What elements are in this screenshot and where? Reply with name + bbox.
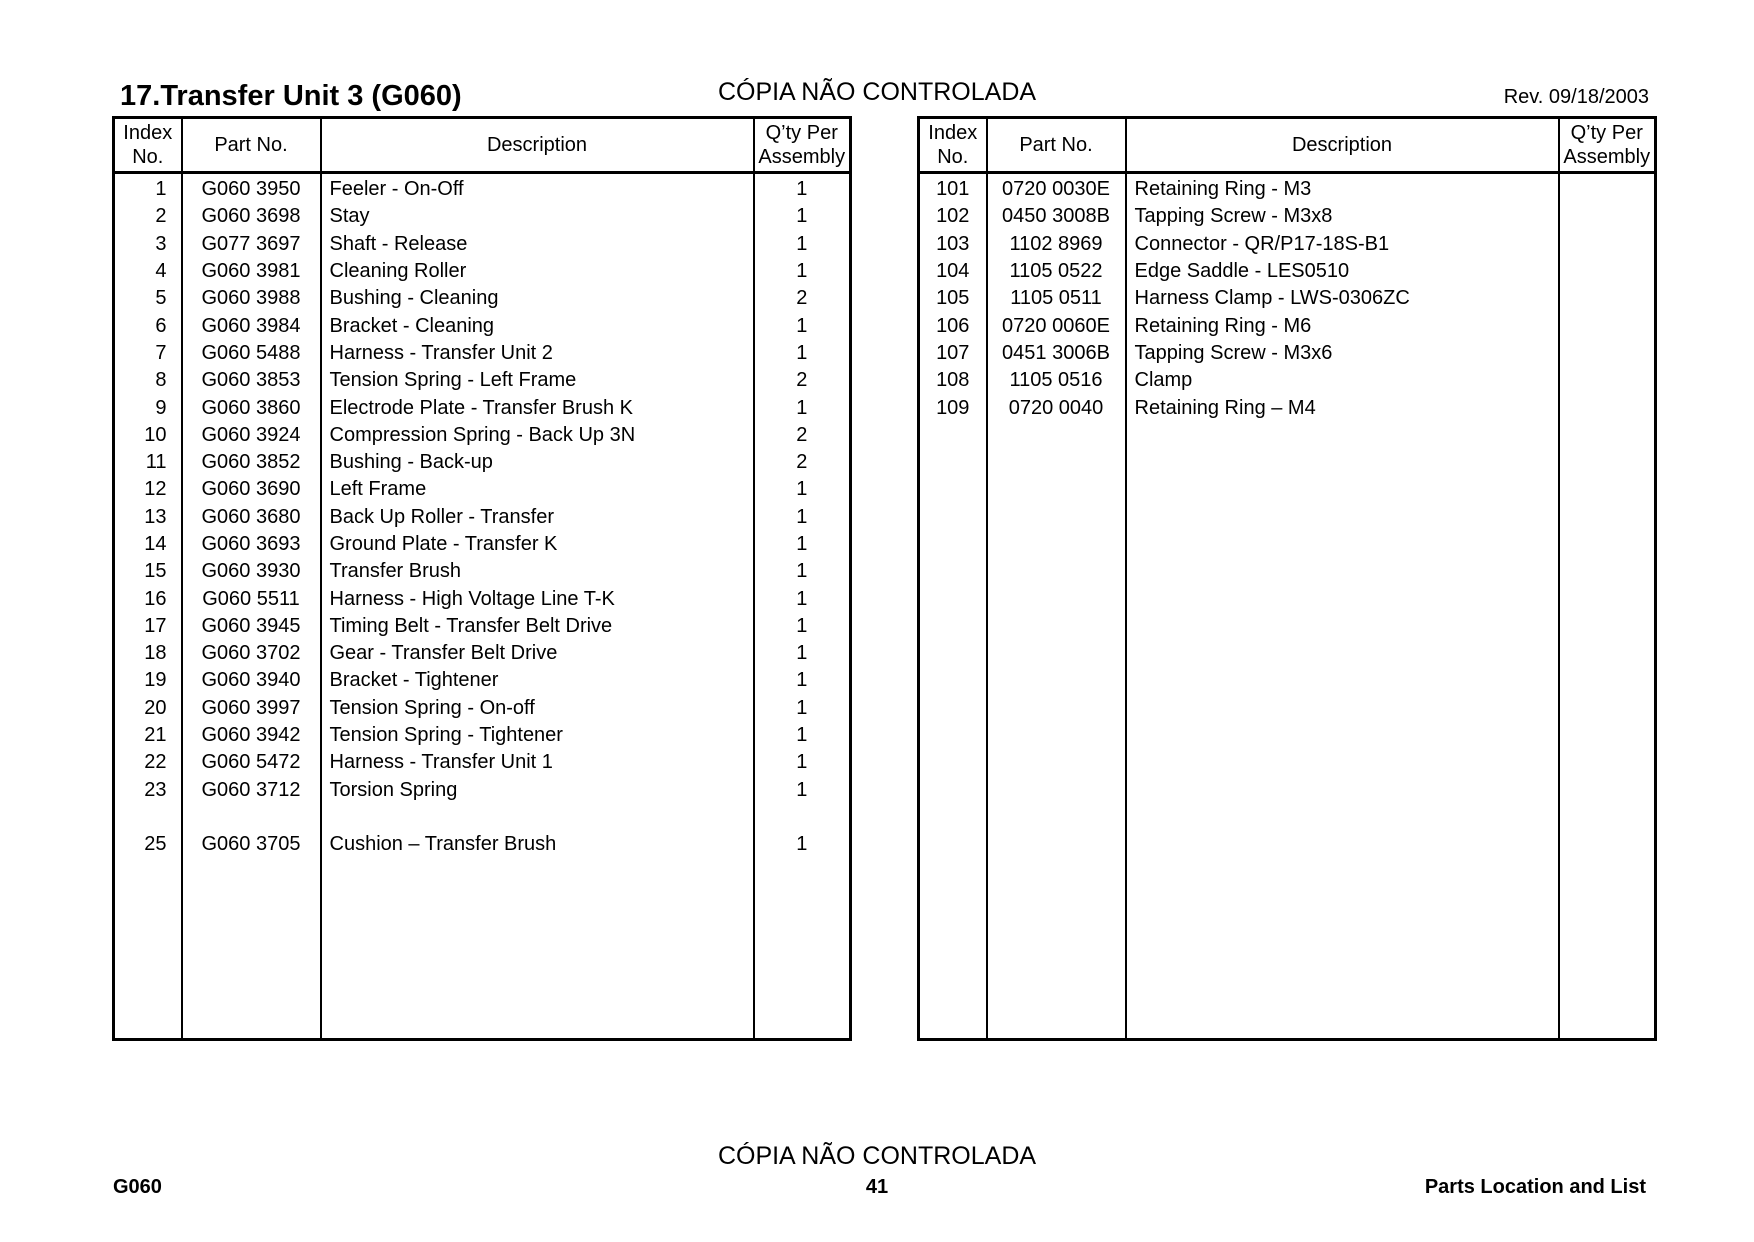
index-cell: 14 <box>144 533 167 555</box>
table-row <box>114 777 851 804</box>
part-no-cell: 1102 8969 <box>987 231 1126 258</box>
footer-model: G060 <box>113 1176 162 1198</box>
index-cell: 102 <box>936 205 970 228</box>
index-cell: 105 <box>936 287 970 310</box>
table-row <box>919 312 1656 339</box>
qty-cell: 1 <box>754 394 851 421</box>
description-cell: Tapping Screw - M3x6 <box>1126 340 1559 367</box>
empty-filler-row <box>919 422 1656 1040</box>
table-row <box>114 831 851 858</box>
empty-cell <box>1126 422 1559 1040</box>
index-cell: 17 <box>144 614 167 637</box>
empty-filler-row <box>114 858 851 1039</box>
description-cell: Clamp <box>1126 367 1559 394</box>
description-cell: Harness - Transfer Unit 2 <box>321 340 754 367</box>
part-no-cell: 0451 3006B <box>987 340 1126 367</box>
index-cell: 13 <box>144 505 167 528</box>
index-cell: 109 <box>936 396 970 419</box>
index-cell: 25 <box>144 833 167 856</box>
description-cell: Transfer Brush <box>321 558 754 585</box>
index-cell: 20 <box>144 696 167 719</box>
index-cell: 108 <box>936 369 970 392</box>
empty-cell <box>987 422 1126 1040</box>
qty-cell: 2 <box>754 422 851 449</box>
part-no-cell: G060 3705 <box>182 831 321 858</box>
index-header: Index No. <box>919 118 987 173</box>
description-cell: Retaining Ring - M6 <box>1126 312 1559 339</box>
qty-cell <box>1559 312 1656 339</box>
table-header-row <box>114 118 851 173</box>
part-no-cell: G060 5488 <box>182 340 321 367</box>
part-no-cell: 0720 0060E <box>987 312 1126 339</box>
index-cell: 15 <box>144 560 167 583</box>
part-no-header: Part No. <box>182 118 321 173</box>
index-cell: 1 <box>155 178 167 201</box>
part-no-cell: G060 3981 <box>182 258 321 285</box>
table-row <box>114 504 851 531</box>
description-cell: Harness - Transfer Unit 1 <box>321 749 754 776</box>
index-cell: 101 <box>936 178 970 201</box>
qty-cell: 1 <box>754 258 851 285</box>
index-cell: 7 <box>155 341 167 364</box>
qty-header: Q’ty Per Assembly <box>754 118 851 173</box>
description-cell: Cleaning Roller <box>321 258 754 285</box>
description-cell: Cushion – Transfer Brush <box>321 831 754 858</box>
part-no-cell: G060 3930 <box>182 558 321 585</box>
table-row <box>919 173 1656 204</box>
description-cell: Tension Spring - Tightener <box>321 722 754 749</box>
index-cell: 107 <box>936 341 970 364</box>
empty-cell <box>1559 422 1656 1040</box>
part-no-cell: G060 3942 <box>182 722 321 749</box>
part-no-cell: 0720 0030E <box>987 173 1126 204</box>
revision-date: Rev. 09/18/2003 <box>1503 86 1649 108</box>
part-no-cell: G077 3697 <box>182 231 321 258</box>
table-row <box>114 476 851 503</box>
index-cell: 23 <box>144 778 167 801</box>
part-no-cell: G060 5511 <box>182 585 321 612</box>
part-no-cell: G060 3853 <box>182 367 321 394</box>
empty-cell <box>321 858 754 1039</box>
table-row <box>114 585 851 612</box>
qty-cell: 1 <box>754 203 851 230</box>
part-no-cell: G060 3940 <box>182 667 321 694</box>
description-cell: Feeler - On-Off <box>321 173 754 204</box>
part-no-cell: 1105 0511 <box>987 285 1126 312</box>
part-no-cell: G060 3945 <box>182 613 321 640</box>
table-row <box>114 749 851 776</box>
description-cell: Retaining Ring – M4 <box>1126 394 1559 421</box>
table-row <box>114 449 851 476</box>
table-row <box>114 285 851 312</box>
qty-cell: 2 <box>754 367 851 394</box>
description-cell: Left Frame <box>321 476 754 503</box>
index-cell: 11 <box>145 451 167 474</box>
description-cell: Bracket - Tightener <box>321 667 754 694</box>
part-no-cell: G060 3698 <box>182 203 321 230</box>
part-no-cell: G060 3860 <box>182 394 321 421</box>
qty-cell <box>754 804 851 831</box>
table-row <box>114 804 851 831</box>
part-no-cell: G060 3997 <box>182 695 321 722</box>
part-no-cell: 1105 0516 <box>987 367 1126 394</box>
qty-cell <box>1559 173 1656 204</box>
table-row <box>919 203 1656 230</box>
qty-cell <box>1559 285 1656 312</box>
part-no-cell: G060 3712 <box>182 777 321 804</box>
qty-cell: 1 <box>754 312 851 339</box>
table-row <box>919 258 1656 285</box>
qty-cell: 1 <box>754 613 851 640</box>
qty-cell: 1 <box>754 504 851 531</box>
table-row <box>919 367 1656 394</box>
index-cell: 104 <box>936 260 970 283</box>
table-row <box>114 558 851 585</box>
table-row <box>114 367 851 394</box>
page-number: 41 <box>865 1176 889 1198</box>
page-title: 17.Transfer Unit 3 (G060) <box>120 80 462 112</box>
table-row <box>114 173 851 204</box>
description-cell: Harness - High Voltage Line T-K <box>321 585 754 612</box>
table-row <box>114 722 851 749</box>
table-row <box>114 231 851 258</box>
table-row <box>114 422 851 449</box>
parts-table-left <box>112 116 852 1041</box>
table-header-row <box>919 118 1656 173</box>
empty-cell <box>182 858 321 1039</box>
index-cell: 22 <box>144 751 167 774</box>
table-row <box>919 340 1656 367</box>
description-cell: Edge Saddle - LES0510 <box>1126 258 1559 285</box>
description-cell: Compression Spring - Back Up 3N <box>321 422 754 449</box>
qty-cell: 1 <box>754 476 851 503</box>
qty-cell: 1 <box>754 667 851 694</box>
description-cell: Timing Belt - Transfer Belt Drive <box>321 613 754 640</box>
part-no-cell: G060 3693 <box>182 531 321 558</box>
index-cell: 9 <box>155 396 167 419</box>
table-row <box>919 285 1656 312</box>
description-cell: Torsion Spring <box>321 777 754 804</box>
description-cell: Bushing - Cleaning <box>321 285 754 312</box>
table-row <box>114 640 851 667</box>
description-cell: Electrode Plate - Transfer Brush K <box>321 394 754 421</box>
description-cell: Connector - QR/P17-18S-B1 <box>1126 231 1559 258</box>
index-cell: 10 <box>144 423 167 446</box>
qty-cell <box>1559 367 1656 394</box>
part-no-cell: G060 3984 <box>182 312 321 339</box>
part-no-cell: 1105 0522 <box>987 258 1126 285</box>
qty-cell <box>1559 203 1656 230</box>
description-cell: Harness Clamp - LWS-0306ZC <box>1126 285 1559 312</box>
qty-cell: 1 <box>754 173 851 204</box>
qty-cell: 1 <box>754 695 851 722</box>
table-row <box>114 531 851 558</box>
part-no-cell: G060 3690 <box>182 476 321 503</box>
part-no-cell: G060 3680 <box>182 504 321 531</box>
description-cell: Tension Spring - Left Frame <box>321 367 754 394</box>
index-cell: 4 <box>155 260 167 283</box>
part-no-cell: G060 3988 <box>182 285 321 312</box>
part-no-cell: 0450 3008B <box>987 203 1126 230</box>
qty-cell <box>1559 258 1656 285</box>
qty-cell <box>1559 394 1656 421</box>
index-cell: 16 <box>144 587 167 610</box>
part-no-header: Part No. <box>987 118 1126 173</box>
description-cell: Tapping Screw - M3x8 <box>1126 203 1559 230</box>
description-cell: Bracket - Cleaning <box>321 312 754 339</box>
qty-cell: 1 <box>754 531 851 558</box>
description-cell: Gear - Transfer Belt Drive <box>321 640 754 667</box>
table-row <box>114 394 851 421</box>
description-cell: Bushing - Back-up <box>321 449 754 476</box>
index-cell <box>114 804 182 831</box>
table-row <box>114 340 851 367</box>
part-no-cell: 0720 0040 <box>987 394 1126 421</box>
index-cell: 2 <box>155 205 167 228</box>
index-cell: 21 <box>144 724 167 747</box>
table-row <box>919 394 1656 421</box>
table-row <box>919 231 1656 258</box>
table-row <box>114 613 851 640</box>
qty-cell <box>1559 231 1656 258</box>
index-cell: 18 <box>144 642 167 665</box>
part-no-cell: G060 3852 <box>182 449 321 476</box>
empty-cell <box>114 858 182 1039</box>
part-no-cell: G060 3924 <box>182 422 321 449</box>
part-no-cell: G060 3702 <box>182 640 321 667</box>
description-cell <box>321 804 754 831</box>
description-cell: Retaining Ring - M3 <box>1126 173 1559 204</box>
description-cell: Stay <box>321 203 754 230</box>
parts-table-right <box>917 116 1657 1041</box>
table-row <box>114 312 851 339</box>
index-header: Index No. <box>114 118 182 173</box>
footer-section: Parts Location and List <box>1424 1176 1646 1198</box>
description-cell: Tension Spring - On-off <box>321 695 754 722</box>
part-no-cell <box>182 804 321 831</box>
empty-cell <box>919 422 987 1040</box>
table-row <box>114 667 851 694</box>
index-cell: 103 <box>936 232 970 255</box>
index-cell: 12 <box>144 478 167 501</box>
description-cell: Ground Plate - Transfer K <box>321 531 754 558</box>
qty-cell: 1 <box>754 231 851 258</box>
part-no-cell: G060 3950 <box>182 173 321 204</box>
qty-cell: 1 <box>754 777 851 804</box>
description-header: Description <box>321 118 754 173</box>
watermark-bottom: CÓPIA NÃO CONTROLADA <box>717 1142 1037 1170</box>
table-row <box>114 258 851 285</box>
qty-cell: 1 <box>754 722 851 749</box>
qty-cell: 1 <box>754 749 851 776</box>
empty-cell <box>754 858 851 1039</box>
qty-cell: 1 <box>754 640 851 667</box>
qty-header: Q’ty Per Assembly <box>1559 118 1656 173</box>
qty-cell: 2 <box>754 285 851 312</box>
index-cell: 106 <box>936 314 970 337</box>
description-header: Description <box>1126 118 1559 173</box>
qty-cell: 1 <box>754 340 851 367</box>
qty-cell: 1 <box>754 585 851 612</box>
description-cell: Back Up Roller - Transfer <box>321 504 754 531</box>
index-cell: 8 <box>155 369 167 392</box>
description-cell: Shaft - Release <box>321 231 754 258</box>
table-row <box>114 695 851 722</box>
index-cell: 6 <box>155 314 167 337</box>
index-cell: 5 <box>155 287 167 310</box>
qty-cell <box>1559 340 1656 367</box>
qty-cell: 1 <box>754 831 851 858</box>
qty-cell: 1 <box>754 558 851 585</box>
qty-cell: 2 <box>754 449 851 476</box>
index-cell: 3 <box>155 232 167 255</box>
part-no-cell: G060 5472 <box>182 749 321 776</box>
watermark-top: CÓPIA NÃO CONTROLADA <box>717 78 1037 106</box>
table-row <box>114 203 851 230</box>
index-cell: 19 <box>144 669 167 692</box>
